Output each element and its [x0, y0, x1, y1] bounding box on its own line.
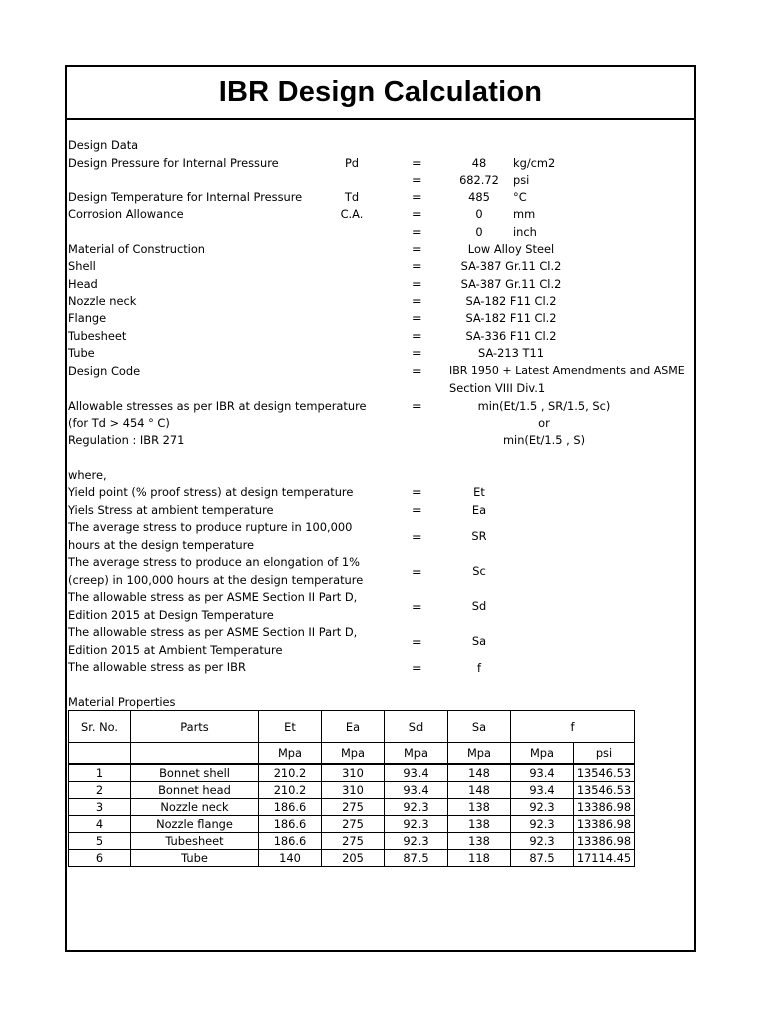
corrosion-unit-2: inch — [513, 225, 537, 239]
table-cell: Tubesheet — [131, 833, 259, 850]
unit-cell: Mpa — [511, 743, 574, 765]
table-cell: 210.2 — [259, 764, 322, 782]
material-properties-body — [69, 764, 635, 867]
unit-cell: Mpa — [448, 743, 511, 765]
table-cell: Tube — [131, 850, 259, 867]
tubesheet-label: Tubesheet — [68, 329, 127, 343]
table-cell: 13546.53 — [574, 782, 635, 799]
header-ea: Ea — [322, 711, 385, 743]
table-cell: 3 — [69, 799, 131, 816]
table-cell: 275 — [322, 833, 385, 850]
table-cell: 92.3 — [385, 799, 448, 816]
shell-value: SA-387 Gr.11 Cl.2 — [460, 259, 562, 273]
header-parts: Parts — [131, 711, 259, 743]
sr-label-1: The average stress to produce rupture in 100,000 — [68, 520, 353, 534]
equals-sign: = — [412, 530, 422, 544]
table-cell: 87.5 — [385, 850, 448, 867]
ea-symbol: Ea — [471, 503, 487, 517]
header-et: Et — [259, 711, 322, 743]
table-cell: 186.6 — [259, 816, 322, 833]
table-row — [69, 764, 635, 782]
sc-symbol: Sc — [472, 564, 486, 578]
allowable-label-1: Allowable stresses as per IBR at design temperature — [68, 399, 367, 413]
et-symbol: Et — [473, 485, 485, 499]
table-cell: 93.4 — [385, 764, 448, 782]
table-cell: 13386.98 — [574, 833, 635, 850]
table-cell: 92.3 — [511, 816, 574, 833]
sr-label-2: hours at the design temperature — [68, 538, 255, 552]
where-heading: where, — [68, 468, 107, 482]
unit-cell: psi — [574, 743, 635, 765]
table-cell: 138 — [448, 816, 511, 833]
table-cell: 6 — [69, 850, 131, 867]
design-code-value-1: IBR 1950 + Latest Amendments and ASME — [449, 364, 685, 377]
flange-label: Flange — [68, 311, 107, 325]
header-sa: Sa — [448, 711, 511, 743]
header-f: f — [511, 711, 635, 743]
pressure-unit-1: kg/cm2 — [513, 156, 556, 170]
header-sr-no: Sr. No. — [69, 711, 131, 743]
equals-sign: = — [412, 311, 422, 325]
table-cell: 186.6 — [259, 799, 322, 816]
corrosion-value-2: 0 — [475, 225, 483, 239]
table-cell: 13386.98 — [574, 799, 635, 816]
sd-symbol: Sd — [471, 599, 487, 613]
table-cell: 310 — [322, 764, 385, 782]
table-row — [69, 816, 635, 833]
nozzle-label: Nozzle neck — [68, 294, 137, 308]
table-cell: 92.3 — [385, 833, 448, 850]
table-cell: 118 — [448, 850, 511, 867]
flange-value: SA-182 F11 Cl.2 — [465, 311, 557, 325]
table-cell: 148 — [448, 764, 511, 782]
table-cell: 275 — [322, 816, 385, 833]
equals-sign: = — [412, 190, 422, 204]
unit-cell: Mpa — [385, 743, 448, 765]
pressure-unit-2: psi — [513, 173, 530, 187]
tube-label: Tube — [68, 346, 95, 360]
pressure-value-1: 48 — [471, 156, 487, 170]
corrosion-symbol: C.A. — [340, 207, 364, 221]
equals-sign: = — [412, 259, 422, 273]
temperature-label: Design Temperature for Internal Pressure — [68, 190, 303, 204]
corrosion-value-1: 0 — [475, 207, 483, 221]
equals-sign: = — [412, 399, 422, 413]
table-row — [69, 833, 635, 850]
sc-label-2: (creep) in 100,000 hours at the design temperature — [68, 573, 364, 587]
pressure-label: Design Pressure for Internal Pressure — [68, 156, 279, 170]
sa-label-1: The allowable stress as per ASME Section II Part D, — [68, 625, 358, 639]
temperature-symbol: Td — [344, 190, 360, 204]
table-cell: 186.6 — [259, 833, 322, 850]
corrosion-label: Corrosion Allowance — [68, 207, 184, 221]
sc-label-1: The average stress to produce an elongation of 1% — [68, 555, 360, 569]
table-cell: 140 — [259, 850, 322, 867]
pressure-value-2: 682.72 — [459, 173, 499, 187]
equals-sign: = — [412, 277, 422, 291]
table-row — [69, 782, 635, 799]
material-label: Material of Construction — [68, 242, 206, 256]
table-cell: 13386.98 — [574, 816, 635, 833]
table-cell: 93.4 — [511, 782, 574, 799]
equals-sign: = — [412, 635, 422, 649]
table-cell: 92.3 — [511, 799, 574, 816]
table-cell: 4 — [69, 816, 131, 833]
table-cell: 87.5 — [511, 850, 574, 867]
unit-cell: Mpa — [259, 743, 322, 765]
sa-label-2: Edition 2015 at Ambient Temperature — [68, 643, 283, 657]
table-row — [69, 799, 635, 816]
table-row — [69, 850, 635, 867]
equals-sign: = — [412, 503, 422, 517]
table-cell: 13546.53 — [574, 764, 635, 782]
equals-sign: = — [412, 225, 422, 239]
equals-sign: = — [412, 294, 422, 308]
table-cell: Bonnet shell — [131, 764, 259, 782]
table-cell: Nozzle neck — [131, 799, 259, 816]
table-cell: Nozzle flange — [131, 816, 259, 833]
header-sd: Sd — [385, 711, 448, 743]
allowable-or: or — [538, 416, 550, 430]
sr-symbol: SR — [471, 529, 487, 543]
head-value: SA-387 Gr.11 Cl.2 — [460, 277, 562, 291]
tube-value: SA-213 T11 — [478, 346, 544, 360]
design-data-heading: Design Data — [68, 138, 139, 152]
equals-sign: = — [412, 329, 422, 343]
equals-sign: = — [412, 173, 422, 187]
table-cell: 2 — [69, 782, 131, 799]
equals-sign: = — [412, 364, 422, 378]
table-cell: 92.3 — [511, 833, 574, 850]
material-properties-heading: Material Properties — [68, 695, 176, 709]
allowable-label-2: (for Td > 454 ° C) — [68, 416, 170, 430]
allowable-formula-1: min(Et/1.5 , SR/1.5, Sc) — [477, 399, 611, 413]
equals-sign: = — [412, 207, 422, 221]
calculation-sheet — [65, 65, 696, 952]
equals-sign: = — [412, 661, 422, 675]
allowable-label-3: Regulation : IBR 271 — [68, 433, 185, 447]
table-cell: 138 — [448, 799, 511, 816]
table-cell: 1 — [69, 764, 131, 782]
table-cell: 17114.45 — [574, 850, 635, 867]
table-cell: 138 — [448, 833, 511, 850]
unit-cell — [131, 743, 259, 765]
sd-label-2: Edition 2015 at Design Temperature — [68, 608, 274, 622]
nozzle-value: SA-182 F11 Cl.2 — [465, 294, 557, 308]
table-cell: 205 — [322, 850, 385, 867]
equals-sign: = — [412, 565, 422, 579]
f-symbol: f — [476, 661, 481, 675]
temperature-value: 485 — [468, 190, 490, 204]
unit-cell — [69, 743, 131, 765]
material-value: Low Alloy Steel — [467, 242, 555, 256]
ea-label: Yiels Stress at ambient temperature — [68, 503, 274, 517]
table-cell: 148 — [448, 782, 511, 799]
equals-sign: = — [412, 485, 422, 499]
corrosion-unit-1: mm — [513, 207, 536, 221]
sd-label-1: The allowable stress as per ASME Section II Part D, — [68, 590, 358, 604]
design-code-value-2: Section VIII Div.1 — [449, 381, 546, 395]
allowable-formula-2: min(Et/1.5 , S) — [502, 433, 586, 447]
page-title: IBR Design Calculation — [218, 76, 543, 108]
table-cell: 310 — [322, 782, 385, 799]
table-cell: 275 — [322, 799, 385, 816]
f-label: The allowable stress as per IBR — [68, 660, 246, 674]
table-cell: 92.3 — [385, 816, 448, 833]
table-cell: 210.2 — [259, 782, 322, 799]
table-cell: 93.4 — [385, 782, 448, 799]
equals-sign: = — [412, 600, 422, 614]
table-cell: 5 — [69, 833, 131, 850]
equals-sign: = — [412, 346, 422, 360]
et-label: Yield point (% proof stress) at design temperature — [68, 485, 354, 499]
equals-sign: = — [412, 156, 422, 170]
table-cell: 93.4 — [511, 764, 574, 782]
unit-cell: Mpa — [322, 743, 385, 765]
temperature-unit: °C — [513, 190, 527, 204]
head-label: Head — [68, 277, 98, 291]
material-properties-table — [68, 710, 635, 867]
design-code-label: Design Code — [68, 364, 141, 378]
sa-symbol: Sa — [471, 634, 487, 648]
table-cell: Bonnet head — [131, 782, 259, 799]
title-bar — [67, 67, 694, 120]
tubesheet-value: SA-336 F11 Cl.2 — [465, 329, 557, 343]
shell-label: Shell — [68, 259, 96, 273]
equals-sign: = — [412, 242, 422, 256]
pressure-symbol: Pd — [344, 156, 360, 170]
